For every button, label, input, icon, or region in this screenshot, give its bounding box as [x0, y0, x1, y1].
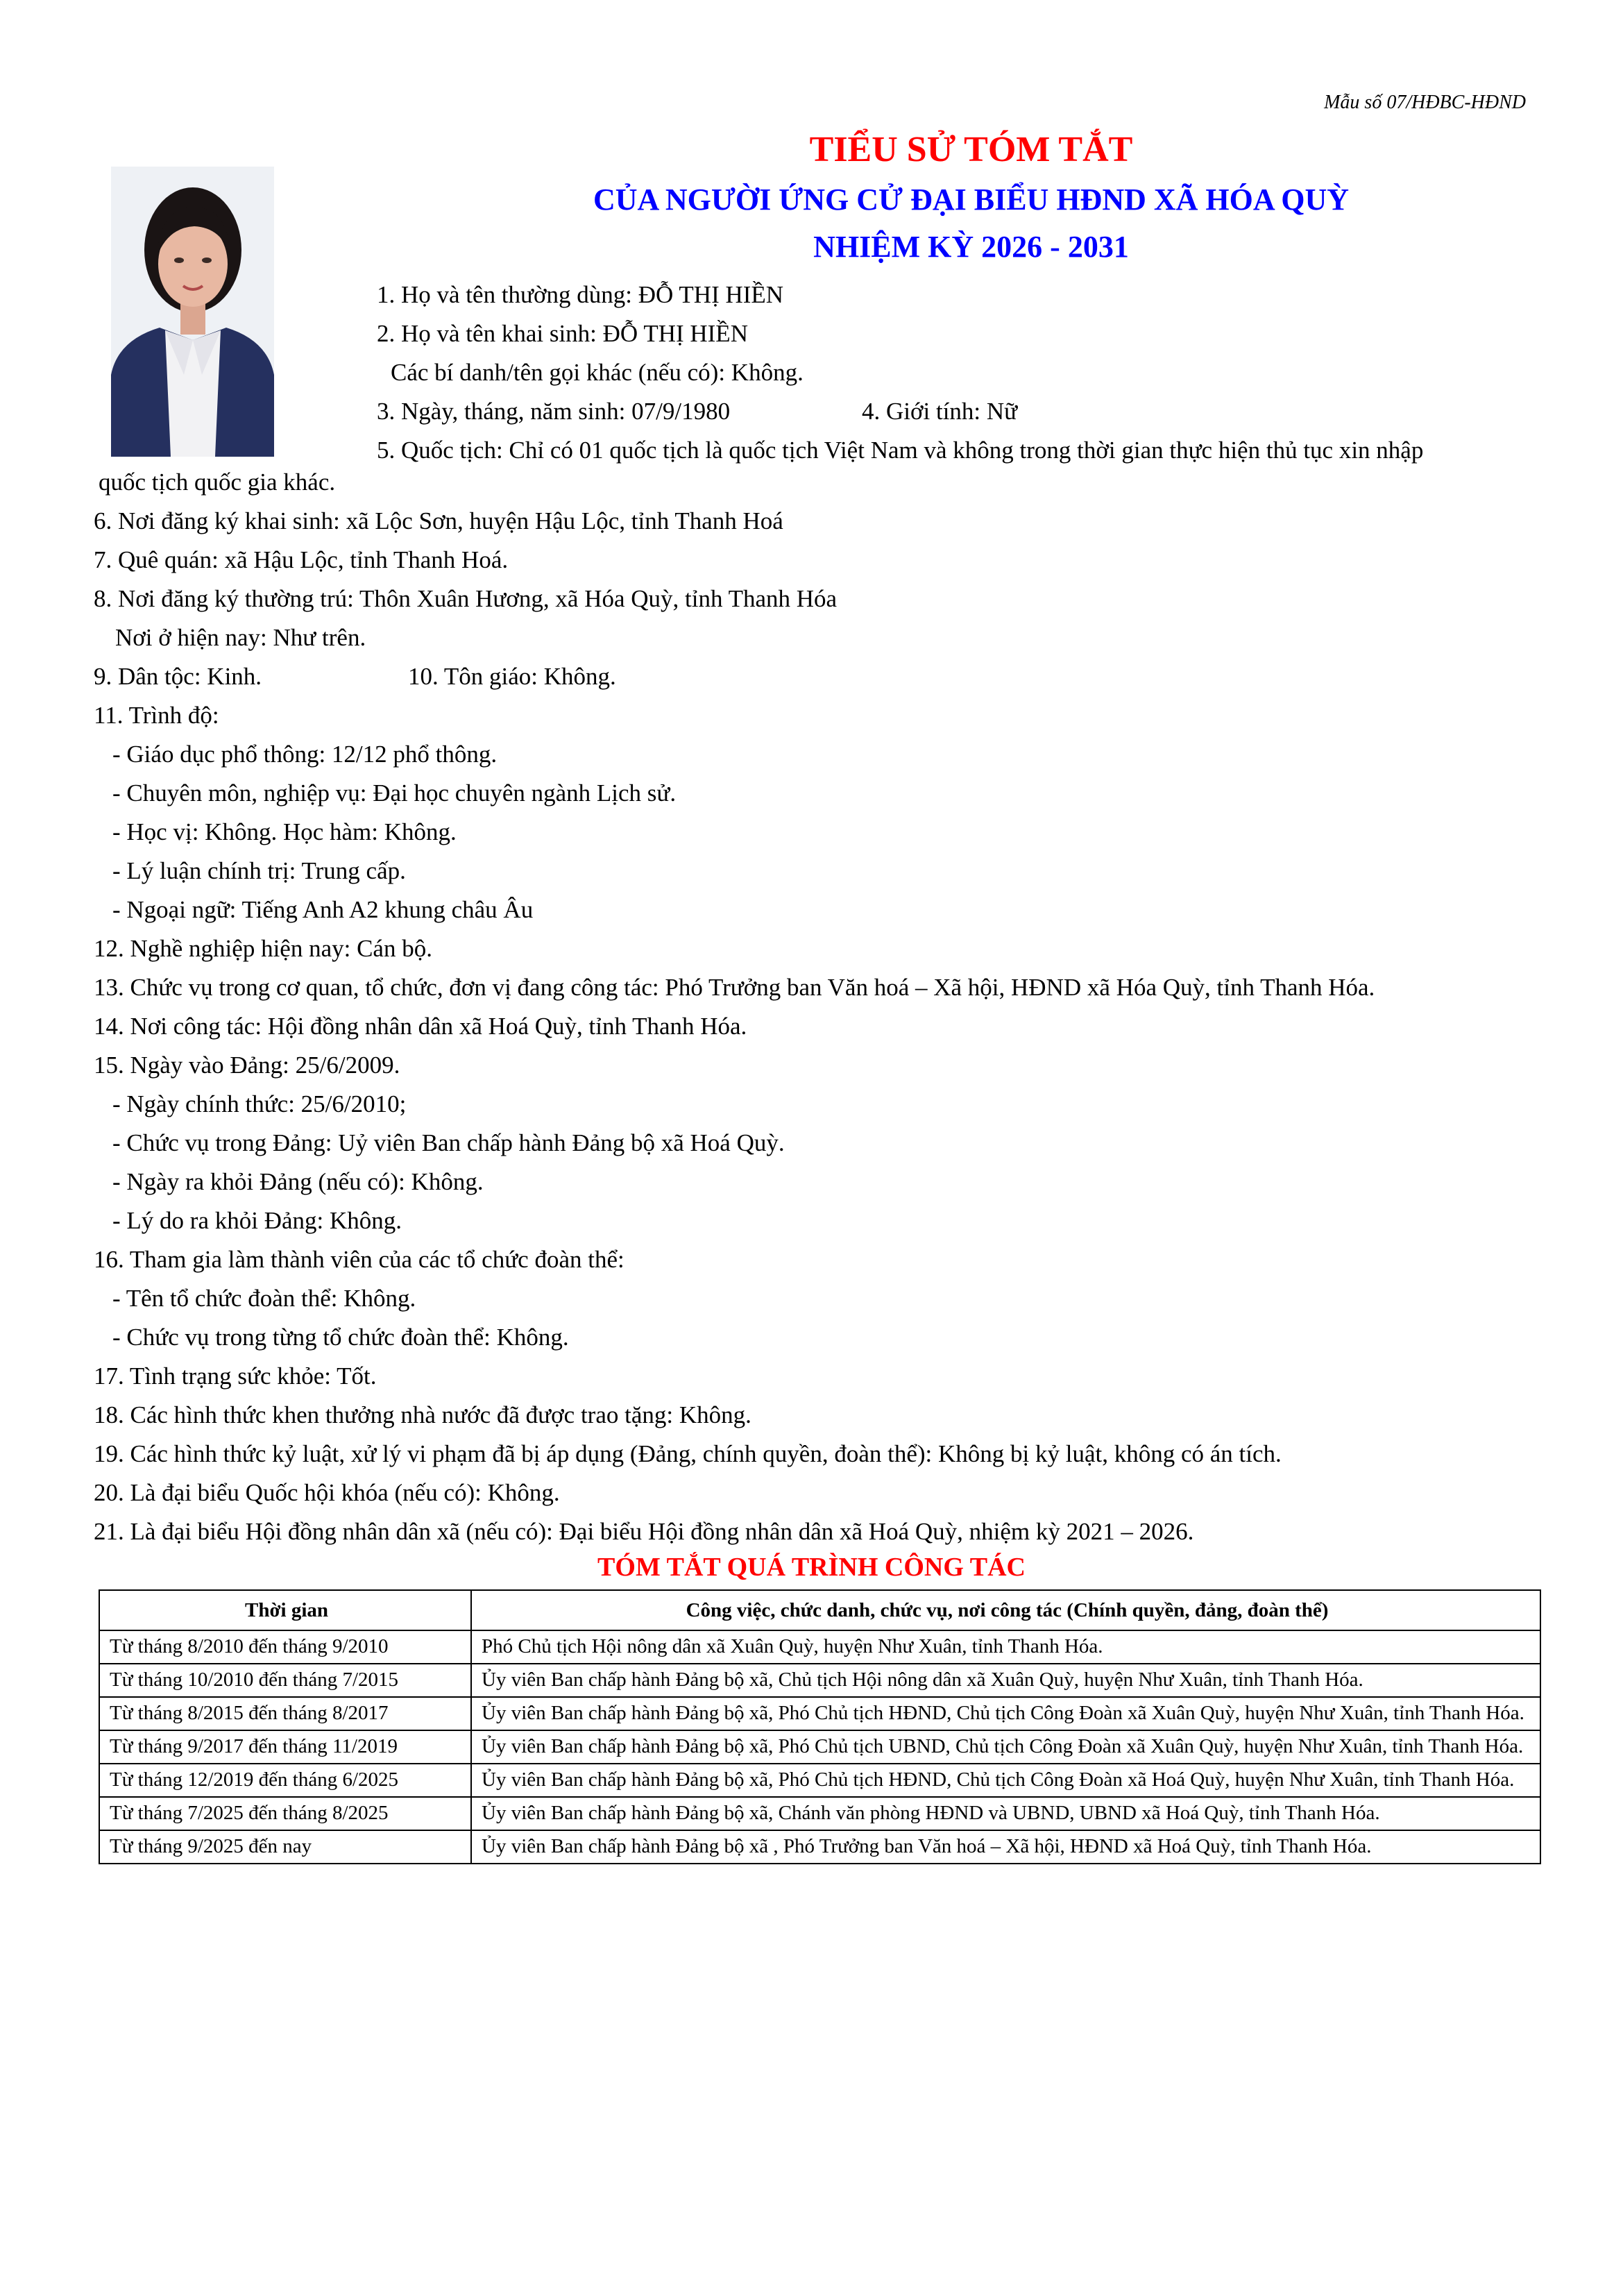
bio-political-theory: - Lý luận chính trị: Trung cấp.	[112, 857, 406, 884]
document-subtitle: CỦA NGƯỜI ỨNG CỬ ĐẠI BIỂU HĐND XÃ HÓA QUỲ	[593, 183, 1350, 217]
row-time: Từ tháng 12/2019 đến tháng 6/2025	[99, 1764, 471, 1797]
row-duties: Ủy viên Ban chấp hành Đảng bộ xã, Chủ tịch Hội nông dân xã Xuân Quỳ, huyện Như Xuân, tỉnh Thanh Hóa.	[471, 1664, 1540, 1697]
table-row	[99, 1830, 1540, 1864]
work-history-title: TÓM TẮT QUÁ TRÌNH CÔNG TÁC	[597, 1553, 1026, 1582]
table-row	[99, 1630, 1540, 1664]
bio-discipline: 19. Các hình thức kỷ luật, xử lý vi phạm đã bị áp dụng (Đảng, chính quyền, đoàn thể): Không bị kỷ luật, không có án tích.	[94, 1440, 1282, 1467]
bio-party-leave-reason: - Lý do ra khỏi Đảng: Không.	[112, 1207, 402, 1234]
row-duties: Ủy viên Ban chấp hành Đảng bộ xã, Phó Chủ tịch HĐND, Chủ tịch Công Đoàn xã Hoá Quỳ, huyện Như Xuân, tỉnh Thanh Hóa.	[471, 1764, 1540, 1797]
bio-common-name: 1. Họ và tên thường dùng: ĐỖ THỊ HIỀN	[377, 281, 784, 308]
bio-ethnicity: 9. Dân tộc: Kinh.	[94, 663, 262, 690]
bio-party-join-date: 15. Ngày vào Đảng: 25/6/2009.	[94, 1052, 400, 1079]
document-term: NHIỆM KỲ 2026 - 2031	[813, 230, 1129, 264]
bio-national-assembly: 20. Là đại biểu Quốc hội khóa (nếu có): Không.	[94, 1479, 560, 1506]
document-title: TIỂU SỬ TÓM TẮT	[809, 130, 1133, 169]
bio-degree: - Học vị: Không. Học hàm: Không.	[112, 818, 457, 845]
row-time: Từ tháng 9/2025 đến nay	[99, 1830, 471, 1864]
bio-birth-date: 3. Ngày, tháng, năm sinh: 07/9/1980	[377, 398, 731, 425]
row-time: Từ tháng 8/2015 đến tháng 8/2017	[99, 1697, 471, 1730]
row-duties: Ủy viên Ban chấp hành Đảng bộ xã, Chánh văn phòng HĐND và UBND, UBND xã Hoá Quỳ, tỉnh Thanh Hóa.	[471, 1797, 1540, 1830]
bio-aliases: Các bí danh/tên gọi khác (nếu có): Không.	[391, 359, 804, 386]
bio-organizations-heading: 16. Tham gia làm thành viên của các tổ chức đoàn thể:	[94, 1246, 624, 1273]
bio-workplace: 14. Nơi công tác: Hội đồng nhân dân xã Hoá Quỳ, tỉnh Thanh Hóa.	[94, 1013, 747, 1040]
work-history-table	[99, 1589, 1541, 1864]
bio-council-delegate: 21. Là đại biểu Hội đồng nhân dân xã (nếu có): Đại biểu Hội đồng nhân dân xã Hoá Quỳ, nhiệm kỳ 2021 – 2026.	[94, 1518, 1194, 1545]
row-duties: Ủy viên Ban chấp hành Đảng bộ xã, Phó Chủ tịch UBND, Chủ tịch Công Đoàn xã Xuân Quỳ, huyện Như Xuân, tỉnh Thanh Hóa.	[471, 1730, 1540, 1764]
row-time: Từ tháng 9/2017 đến tháng 11/2019	[99, 1730, 471, 1764]
bio-party-leave-date: - Ngày ra khỏi Đảng (nếu có): Không.	[112, 1168, 484, 1195]
bio-foreign-language: - Ngoại ngữ: Tiếng Anh A2 khung châu Âu	[112, 896, 534, 923]
bio-party-position: - Chức vụ trong Đảng: Uỷ viên Ban chấp hành Đảng bộ xã Hoá Quỳ.	[112, 1129, 785, 1156]
bio-education-heading: 11. Trình độ:	[94, 702, 219, 729]
column-header-duties: Công việc, chức danh, chức vụ, nơi công tác (Chính quyền, đảng, đoàn thể)	[471, 1590, 1540, 1630]
table-row	[99, 1730, 1540, 1764]
bio-permanent-residence: 8. Nơi đăng ký thường trú: Thôn Xuân Hương, xã Hóa Quỳ, tỉnh Thanh Hóa	[94, 585, 838, 612]
row-duties: Phó Chủ tịch Hội nông dân xã Xuân Quỳ, huyện Như Xuân, tỉnh Thanh Hóa.	[471, 1630, 1540, 1664]
bio-organization-name: - Tên tổ chức đoàn thể: Không.	[112, 1285, 416, 1312]
bio-party-official-date: - Ngày chính thức: 25/6/2010;	[112, 1090, 407, 1117]
bio-awards: 18. Các hình thức khen thưởng nhà nước đã được trao tặng: Không.	[94, 1401, 751, 1428]
bio-birth-registration: 6. Nơi đăng ký khai sinh: xã Lộc Sơn, huyện Hậu Lộc, tỉnh Thanh Hoá	[94, 507, 783, 534]
bio-occupation: 12. Nghề nghiệp hiện nay: Cán bộ.	[94, 935, 432, 962]
row-time: Từ tháng 10/2010 đến tháng 7/2015	[99, 1664, 471, 1697]
bio-general-education: - Giáo dục phổ thông: 12/12 phổ thông.	[112, 741, 498, 768]
bio-organization-position: - Chức vụ trong từng tổ chức đoàn thể: Không.	[112, 1324, 569, 1351]
row-duties: Ủy viên Ban chấp hành Đảng bộ xã, Phó Chủ tịch HĐND, Chủ tịch Công Đoàn xã Xuân Quỳ, huyện Như Xuân, tỉnh Thanh Hóa.	[471, 1697, 1540, 1730]
bio-nationality: 5. Quốc tịch: Chỉ có 01 quốc tịch là quốc tịch Việt Nam và không trong thời gian thực hiện thủ tục xin nhập	[377, 437, 1424, 464]
bio-hometown: 7. Quê quán: xã Hậu Lộc, tỉnh Thanh Hoá.	[94, 546, 509, 573]
bio-health: 17. Tình trạng sức khỏe: Tốt.	[94, 1362, 377, 1390]
table-row	[99, 1764, 1540, 1797]
table-row	[99, 1664, 1540, 1697]
bio-religion: 10. Tôn giáo: Không.	[408, 663, 616, 690]
bio-current-residence: Nơi ở hiện nay: Như trên.	[115, 624, 366, 651]
column-header-time: Thời gian	[99, 1590, 471, 1630]
bio-birth-name: 2. Họ và tên khai sinh: ĐỖ THỊ HIỀN	[377, 320, 748, 347]
bio-position: 13. Chức vụ trong cơ quan, tổ chức, đơn vị đang công tác: Phó Trưởng ban Văn hoá – Xã hội, HĐND xã Hóa Quỳ, tỉnh Thanh Hóa.	[94, 974, 1375, 1001]
row-duties: Ủy viên Ban chấp hành Đảng bộ xã , Phó Trưởng ban Văn hoá – Xã hội, HĐND xã Hoá Quỳ, tỉnh Thanh Hóa.	[471, 1830, 1540, 1864]
bio-specialization: - Chuyên môn, nghiệp vụ: Đại học chuyên ngành Lịch sử.	[112, 779, 677, 807]
row-time: Từ tháng 7/2025 đến tháng 8/2025	[99, 1797, 471, 1830]
row-time: Từ tháng 8/2010 đến tháng 9/2010	[99, 1630, 471, 1664]
table-header-row	[99, 1590, 1540, 1630]
table-row	[99, 1797, 1540, 1830]
table-row	[99, 1697, 1540, 1730]
bio-nationality-cont: quốc tịch quốc gia khác.	[99, 469, 336, 496]
bio-gender: 4. Giới tính: Nữ	[862, 398, 1018, 425]
form-code: Mẫu số 07/HĐBC-HĐND	[1324, 92, 1526, 113]
